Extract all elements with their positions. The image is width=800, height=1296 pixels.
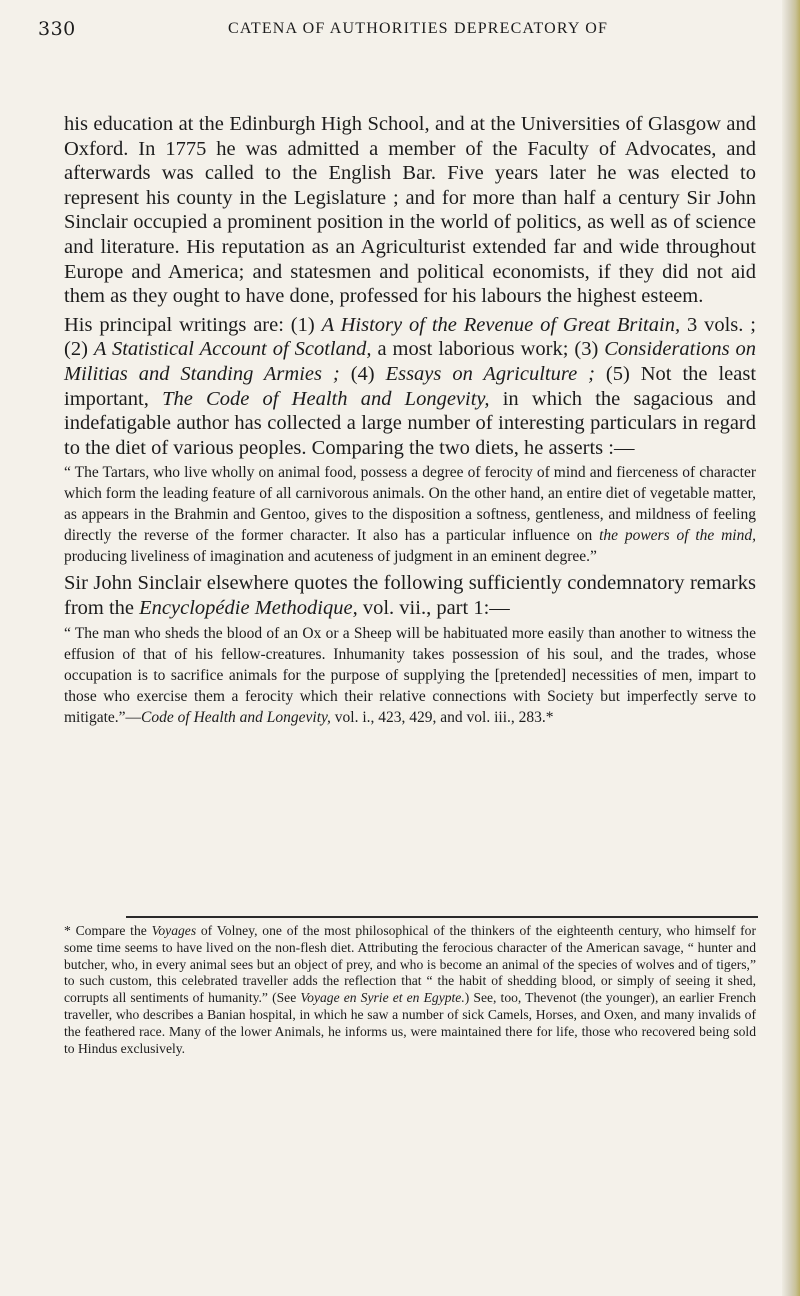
quote-1-emphasis: the powers of the mind,: [599, 527, 756, 545]
title-statistical-account: A Statistical Account of Scotland,: [93, 338, 372, 361]
paragraph-3-text: Sir John Sinclair elsewhere quotes the following sufficiently condemnatory remarks from the: [64, 572, 756, 619]
title-voyage-syrie: Voyage en Syrie et en Egypte.: [300, 990, 465, 1006]
quote-2-text: “ The man who sheds the blood of an Ox or a Sheep will be habituated more easily than another to witness the effusion of that of his fellow-creatures. Inhumanity takes possession of his soul, and the trades, whose occupation is to sacrifice animals for the purpose of supplying the [pretended] necessities of men, impart to those who exercise them a ferocity which their relative connections with Society but imperfectly serve to mitigate.”—: [64, 624, 756, 726]
paragraph-2-text: (4): [339, 362, 386, 385]
quote-2-citation: vol. i., 423, 429, and vol. iii., 283.*: [330, 708, 554, 726]
title-essays-agriculture: Essays on Agriculture ;: [385, 362, 595, 385]
running-title: CATENA OF AUTHORITIES DEPRECATORY OF: [228, 20, 609, 37]
page-header: [38, 18, 758, 48]
title-encyclopedie: Encyclopédie Methodique,: [139, 596, 358, 619]
title-code-of-health: The Code of Health and Longevity,: [162, 387, 490, 410]
paragraph-2-text: (5) Not the least important,: [64, 362, 757, 410]
paragraph-2: [64, 313, 756, 461]
footnote: [64, 923, 756, 1057]
paragraph-1: his education at the Edinburgh High School, and at the Universities of Glasgow and Oxford. In 1775 he was admitted a member of the Faculty of Advocates, and afterwards was called to the English Bar. Five years later he was elected to represent his county in the Legislature ; and for more than half a century Sir John Sinclair occupied a prominent position in the world of politics, as well as of science and literature. His reputation as an Agriculturist extended far and wide throughout Europe and America; and statesmen and political economists, if they did not aid them as they ought to have done, professed for his labours the highest esteem.: [64, 113, 756, 308]
footnote-part: ) See, too, Thevenot (the younger), an earlier French traveller, who describes a Banian hospital, in which he saw a number of sick Camels, Horses, and Oxen, and many invalids of the feathered race. Many of the lower Animals, he informs us, were maintained there for life, those who recovered being sold to Hindus exclusively.: [64, 990, 756, 1056]
title-history-revenue: A History of the Revenue of Great Britain,: [321, 313, 681, 336]
block-quote-2: [64, 623, 756, 728]
page-edge-shadow: [782, 0, 800, 1296]
footnote-part: of Volney, one of the most philosophical of the thinkers of the eighteenth century, who himself for some time seems to have lived on the non-flesh diet. Attributing the ferocious character of the American savage, “ hunter and butcher, who, in every animal sees but an object of prey, and who is become an animal of the species of wolves and of tigers,” to such custom, this celebrated traveller adds the reflection that “ the habit of shedding blood, or simply of seeing it shed, corrupts all sentiments of humanity.” (See: [64, 923, 756, 1006]
paragraph-2-text: 3 vols. ; (2): [64, 313, 756, 361]
footnote-part: * Compare the: [64, 923, 152, 938]
paragraph-3: [64, 571, 756, 620]
paragraph-2-text: His principal writings are: (1): [64, 313, 322, 336]
quote-1-text: producing liveliness of imagination and acuteness of judgment in an eminent degree.”: [64, 548, 597, 566]
title-voyages: Voyages: [151, 923, 197, 938]
block-quote-1: [64, 462, 756, 567]
paragraph-2-text: in which the sagacious and indefatigable author has collected a large number of interesting particulars in regard to the diet of various peoples. Comparing the two diets, he asserts :—: [64, 387, 756, 459]
main-text: [64, 112, 756, 732]
paragraph-3-text: vol. vii., part 1:—: [357, 596, 510, 619]
title-considerations-militias: Considerations on Militias and Standing Armies ;: [64, 338, 757, 385]
footnote-divider: [126, 916, 758, 918]
quote-1-text: “ The Tartars, who live wholly on animal food, possess a degree of ferocity of mind and fierceness of character which form the leading feature of all carnivorous animals. On the other hand, an entire diet of vegetable matter, as appears in the Brahmin and Gentoo, gives to the disposition a softness, gentleness, and mildness of feeling directly the reverse of the former character. It also has a particular influence on: [64, 464, 756, 545]
paragraph-2-text: a most laborious work; (3): [371, 338, 605, 361]
footnote-text: [64, 923, 756, 1057]
page-number: 330: [38, 18, 76, 40]
quote-2-source-title: Code of Health and Longevity,: [141, 708, 331, 726]
